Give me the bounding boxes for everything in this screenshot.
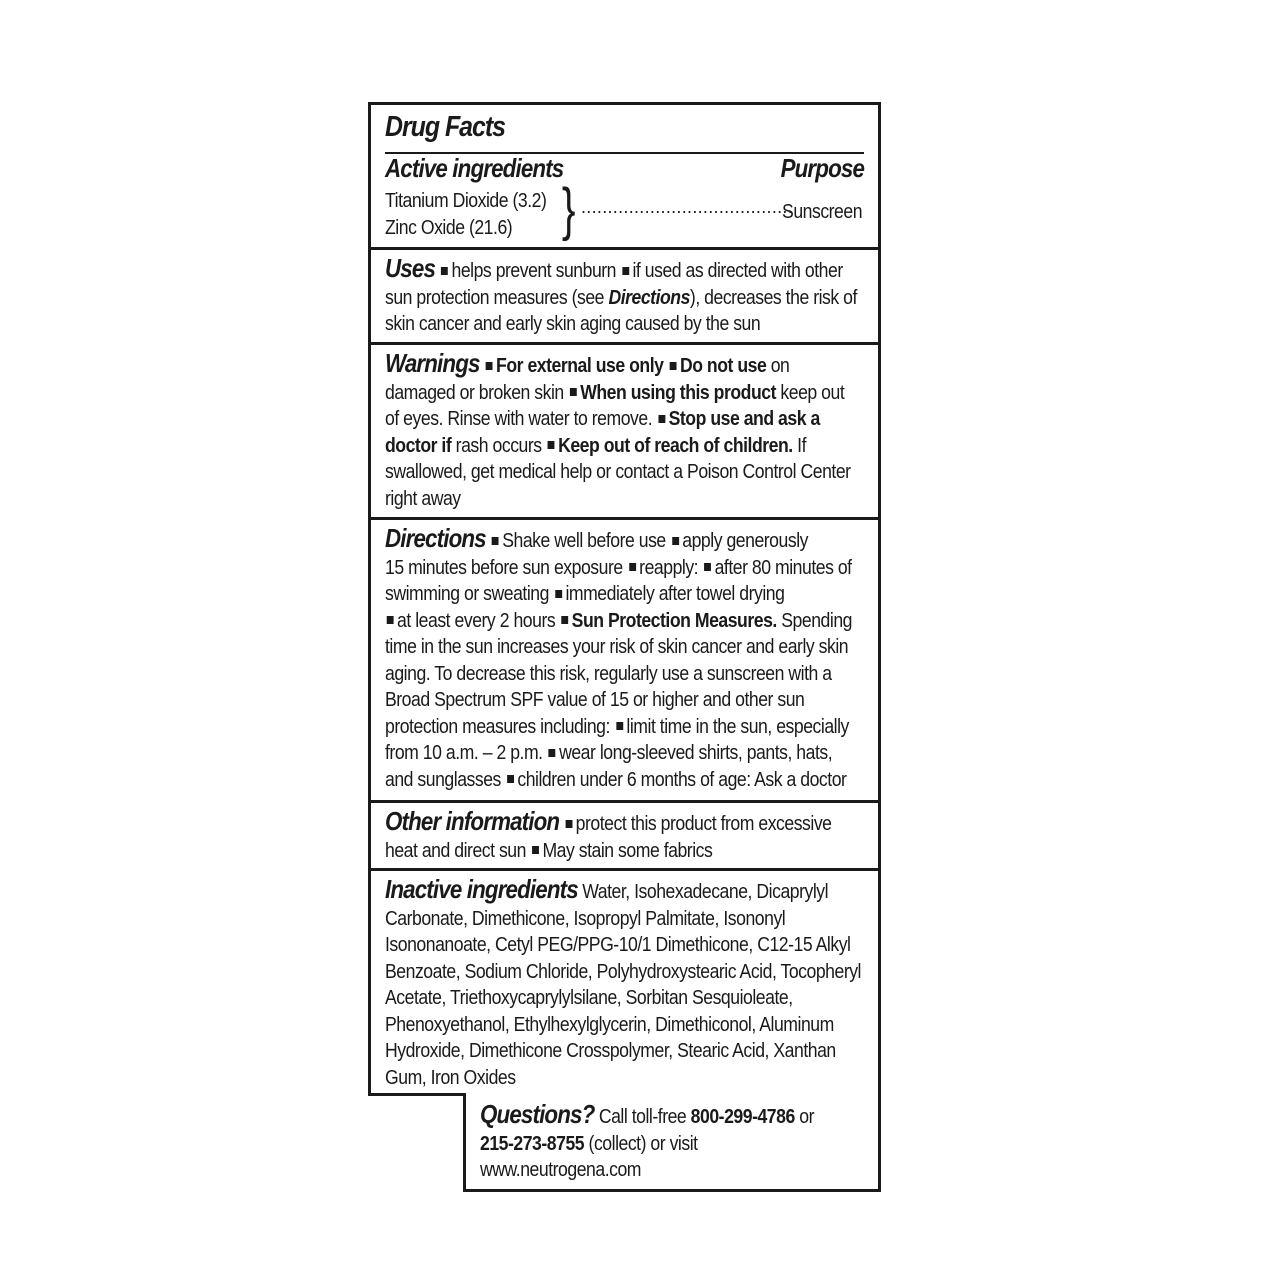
uses-section (371, 255, 878, 338)
other-text: heat and direct sun (385, 838, 526, 862)
bullet-icon (561, 616, 568, 624)
inactive-ingredients-section (371, 876, 878, 1091)
directions-text: limit time in the sun, especially (626, 714, 849, 738)
directions-text: from 10 a.m. – 2 p.m. (385, 741, 543, 764)
bullet-icon (532, 846, 539, 854)
drug-facts-header (371, 111, 878, 144)
inactive-text: Benzoate, Sodium Chloride, Polyhydroxystearic Acid, Tocopheryl (385, 959, 862, 983)
bullet-icon (672, 537, 679, 545)
directions-text: Broad Spectrum SPF value of 15 or higher and other sun (385, 688, 805, 711)
bullet-icon (658, 415, 665, 423)
bullet-icon (549, 749, 556, 757)
section-divider (371, 342, 878, 345)
inactive-text: Phenoxyethanol, Ethylhexylglycerin, Dimethiconol, Aluminum (385, 1012, 834, 1036)
phone-number-link[interactable]: 800-299-4786 (690, 1105, 795, 1128)
inactive-ingredients-heading: Inactive ingredients (385, 874, 578, 904)
warning-bold: Keep out of reach of children. (558, 433, 793, 457)
section-divider (371, 800, 878, 803)
purpose-heading: Purpose (780, 153, 864, 183)
uses-text: ), decreases the risk of (689, 285, 857, 309)
directions-text: protection measures including: (385, 714, 610, 738)
inactive-text: Water, Isohexadecane, Dicaprylyl (577, 880, 829, 903)
warning-bold: When using this product (580, 380, 776, 404)
other-information-section (371, 808, 878, 864)
uses-text: skin cancer and early skin aging caused by the sun (385, 312, 761, 335)
bullet-icon (670, 362, 677, 370)
bullet-icon (616, 722, 623, 730)
bullet-icon (555, 590, 562, 598)
bullet-icon (629, 563, 636, 571)
warning-bold: doctor if (385, 433, 452, 457)
directions-text: Shake well before use (502, 529, 666, 552)
directions-text: at least every 2 hours (397, 608, 556, 632)
directions-bold: Sun Protection Measures. (571, 608, 777, 632)
questions-text: Call toll-free (594, 1105, 691, 1128)
phone-number-link[interactable]: 215-273-8755 (480, 1131, 585, 1155)
bullet-icon (704, 563, 711, 571)
questions-heading: Questions? (480, 1099, 595, 1129)
questions-section (463, 1093, 881, 1192)
other-information-heading: Other information (385, 806, 560, 836)
directions-text: and sunglasses (385, 767, 501, 791)
brace-glyph: } (561, 177, 576, 242)
section-divider (371, 868, 878, 871)
directions-text: swimming or sweating (385, 582, 549, 605)
questions-text: or (794, 1105, 814, 1128)
warning-text: on (766, 354, 790, 377)
warning-text: swallowed, get medical help or contact a Poison Control Center (385, 460, 851, 483)
other-text: protect this product from excessive (575, 812, 832, 835)
inactive-text: Gum, Iron Oxides (385, 1065, 516, 1089)
inactive-text: Isononanoate, Cetyl PEG/PPG-10/1 Dimethicone, C12-15 Alkyl (385, 933, 851, 956)
directions-text: time in the sun increases your risk of skin cancer and early skin (385, 635, 849, 658)
inactive-text: Carbonate, Dimethicone, Isopropyl Palmitate, Isononyl (385, 906, 786, 930)
bullet-icon (486, 362, 493, 370)
bullet-icon (548, 441, 555, 449)
bullet-icon (570, 388, 577, 396)
directions-text: reapply: (639, 555, 699, 579)
warning-text: damaged or broken skin (385, 380, 564, 404)
directions-text: after 80 minutes of (714, 555, 852, 579)
bullet-icon (622, 267, 629, 275)
website-link[interactable]: www.neutrogena.com (480, 1158, 642, 1181)
directions-section (371, 525, 878, 793)
active-ingredients-heading: Active ingredients (385, 153, 564, 183)
section-divider (371, 247, 878, 250)
warnings-heading: Warnings (385, 348, 480, 378)
warning-bold: For external use only (496, 354, 664, 377)
directions-text: children under 6 months of age: Ask a doctor (517, 767, 847, 791)
other-text: May stain some fabrics (542, 838, 713, 862)
bullet-icon (565, 820, 572, 828)
directions-text: Spending (776, 608, 852, 632)
bullet-icon (387, 616, 394, 624)
drug-facts-title: Drug Facts (385, 111, 505, 143)
uses-text: if used as directed with other (632, 259, 843, 282)
inactive-text: Acetate, Triethoxycaprylylsilane, Sorbitan Sesquioleate, (385, 986, 793, 1009)
section-divider (371, 517, 878, 520)
uses-text: helps prevent sunburn (451, 259, 617, 282)
warning-text: keep out (775, 380, 845, 404)
directions-text: immediately after towel drying (565, 582, 785, 605)
directions-text: aging. To decrease this risk, regularly use a sunscreen with a (385, 661, 832, 685)
bullet-icon (441, 267, 448, 275)
warning-text: rash occurs (451, 433, 542, 457)
warning-text: of eyes. Rinse with water to remove. (385, 407, 653, 430)
inactive-text: Hydroxide, Dimethicone Crosspolymer, Stearic Acid, Xanthan (385, 1039, 836, 1062)
questions-text: (collect) or visit (584, 1131, 698, 1155)
warnings-section (371, 350, 878, 512)
drug-facts-panel (368, 102, 881, 1096)
uses-directions-ref: Directions (608, 285, 690, 309)
warning-text: If (792, 433, 806, 457)
uses-heading: Uses (385, 253, 436, 283)
directions-heading: Directions (385, 523, 486, 553)
warning-bold: Stop use and ask a (668, 407, 820, 430)
warning-bold: Do not use (679, 354, 767, 377)
directions-text: wear long-sleeved shirts, pants, hats, (559, 741, 833, 764)
purpose-leader-dots: ........................................ (581, 197, 794, 217)
directions-text: 15 minutes before sun exposure (385, 555, 623, 579)
uses-text: sun protection measures (see (385, 285, 609, 309)
purpose-value: Sunscreen (781, 200, 862, 223)
bullet-icon (492, 537, 499, 545)
active-ingredient-item: Titanium Dioxide (3.2) (385, 189, 547, 212)
bullet-icon (507, 775, 514, 783)
active-ingredient-item: Zinc Oxide (21.6) (385, 215, 513, 239)
directions-text: apply generously (682, 529, 808, 552)
warning-text: right away (385, 486, 461, 510)
